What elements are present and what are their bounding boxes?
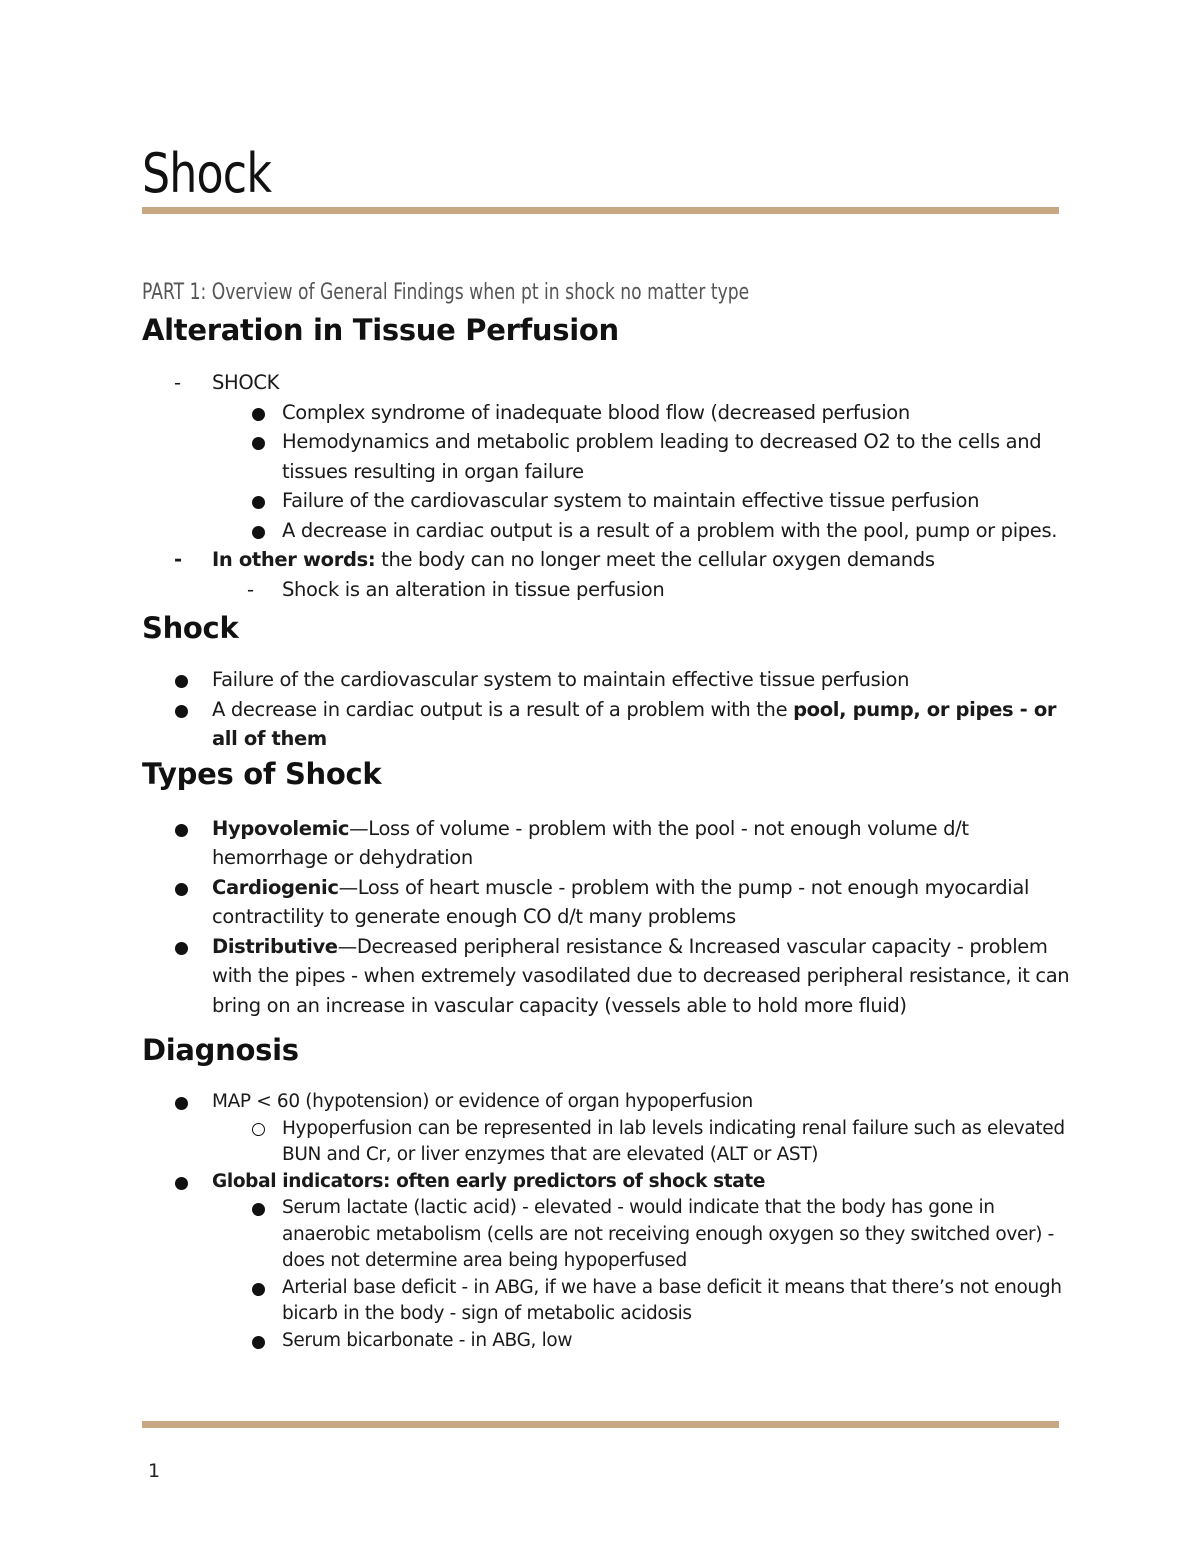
- bullet-icon: [252, 1195, 265, 1225]
- bullet-icon: [175, 1169, 188, 1199]
- bullet-icon: [252, 1275, 265, 1305]
- list-item: Hemodynamics and metabolic problem leading to decreased O2 to the cells and tissues resulting in organ failure: [142, 427, 1072, 486]
- section-heading-shock: Shock: [142, 611, 239, 645]
- bullet-icon: [175, 932, 188, 964]
- bullet-icon: [175, 814, 188, 846]
- list-item: Global indicators: often early predictors of shock state: [142, 1169, 1072, 1196]
- section-heading-diagnosis: Diagnosis: [142, 1033, 299, 1067]
- page-number: 1: [148, 1460, 161, 1482]
- bullet-icon: [252, 427, 265, 459]
- bullet-icon: [252, 398, 265, 430]
- document-body: [142, 310, 1072, 1354]
- list-item: A decrease in cardiac output is a result of a problem with the pool, pump or pipes.: [142, 516, 1072, 546]
- bullet-icon: [252, 1328, 265, 1358]
- bullet-icon: [175, 1089, 188, 1119]
- bullet-icon: [252, 486, 265, 518]
- list-item: Serum lactate (lactic acid) - elevated - would indicate that the body has gone in anaerobic metabolism (cells are not receiving enough oxygen so they switched over) - does not determine area being hypoperfused: [142, 1195, 1072, 1275]
- dash-marker: -: [247, 577, 254, 601]
- list-item: - SHOCK: [142, 368, 1072, 398]
- footer-rule: [142, 1421, 1059, 1428]
- list-item: A decrease in cardiac output is a result of a problem with the pool, pump, or pipes - or all of them: [142, 695, 1072, 754]
- diagnosis-list: [142, 1089, 1072, 1354]
- list-item: Arterial base deficit - in ABG, if we have a base deficit it means that there’s not enough bicarb in the body - sign of metabolic acidosis: [142, 1275, 1072, 1328]
- bullet-icon: [252, 516, 265, 548]
- part-heading: PART 1: Overview of General Findings when pt in shock no matter type: [142, 280, 750, 305]
- list-item: Cardiogenic—Loss of heart muscle - problem with the pump - not enough myocardial contractility to generate enough CO d/t many problems: [142, 873, 1072, 932]
- section-heading-types: Types of Shock: [142, 756, 382, 791]
- dash-marker: -: [174, 548, 182, 571]
- alteration-list: [142, 368, 1072, 604]
- bullet-icon: [175, 665, 188, 697]
- list-item: Distributive—Decreased peripheral resistance & Increased vascular capacity - problem with the pipes - when extremely vasodilated due to decreased peripheral resistance, it can bring on an increase in vascular capacity (vessels able to hold more fluid): [142, 932, 1072, 1021]
- list-item: Hypoperfusion can be represented in lab levels indicating renal failure such as elevated BUN and Cr, or liver enzymes that are elevated (ALT or AST): [142, 1116, 1072, 1169]
- list-item: - Shock is an alteration in tissue perfusion: [142, 575, 1072, 605]
- list-item: - In other words: the body can no longer meet the cellular oxygen demands: [142, 545, 1072, 575]
- list-item: Failure of the cardiovascular system to maintain effective tissue perfusion: [142, 486, 1072, 516]
- title-rule: [142, 207, 1059, 214]
- list-item: Failure of the cardiovascular system to maintain effective tissue perfusion: [142, 665, 1072, 695]
- dash-marker: -: [174, 371, 181, 394]
- types-list: [142, 814, 1072, 1021]
- hollow-bullet-icon: [252, 1116, 265, 1145]
- bullet-icon: [175, 695, 188, 727]
- bullet-icon: [175, 873, 188, 905]
- list-item: Serum bicarbonate - in ABG, low: [142, 1328, 1072, 1355]
- list-item: Hypovolemic—Loss of volume - problem with the pool - not enough volume d/t hemorrhage or dehydration: [142, 814, 1072, 873]
- list-item: Complex syndrome of inadequate blood flow (decreased perfusion: [142, 398, 1072, 428]
- section-heading-alteration: Alteration in Tissue Perfusion: [142, 313, 619, 347]
- list-item: MAP < 60 (hypotension) or evidence of organ hypoperfusion: [142, 1089, 1072, 1116]
- page-title: Shock: [142, 142, 272, 205]
- shock-list: [142, 665, 1072, 754]
